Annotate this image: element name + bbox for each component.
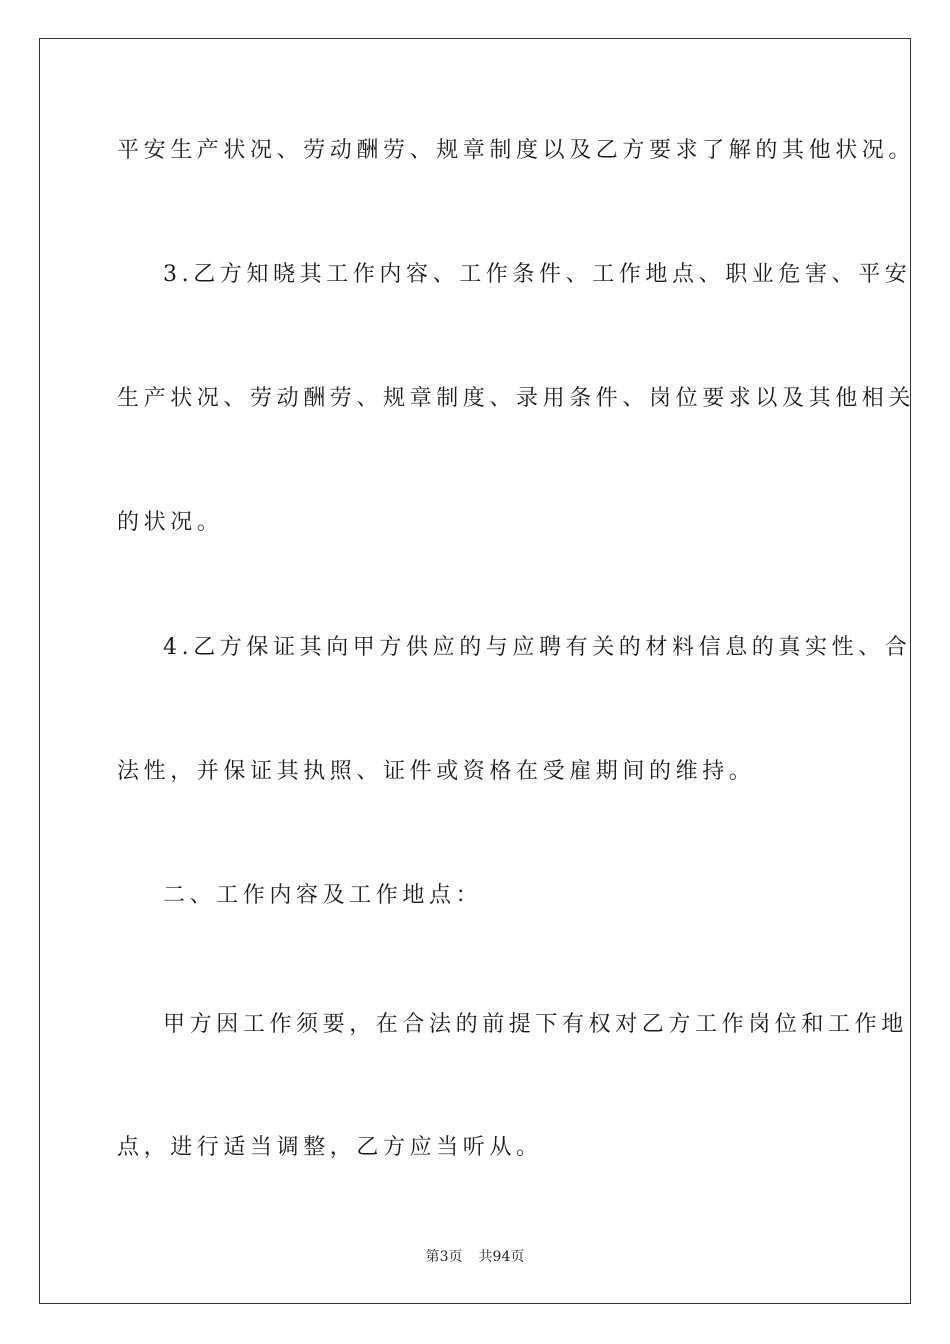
body-text-line: 点，进行适当调整，乙方应当听从。 [117, 1135, 543, 1160]
page-total: 共94页 [478, 1249, 525, 1265]
body-text-line: 法性，并保证其执照、证件或资格在受雇期间的维持。 [117, 759, 756, 784]
page-number: 第3页 [425, 1249, 463, 1265]
body-text-line: 的状况。 [117, 510, 224, 535]
body-text-line: 4.乙方保证其向甲方供应的与应聘有关的材料信息的真实性、合 [163, 635, 912, 660]
page-footer [0, 1247, 950, 1267]
body-text-line: 平安生产状况、劳动酬劳、规章制度以及乙方要求了解的其他状况。 [117, 138, 916, 163]
body-text-line: 生产状况、劳动酬劳、规章制度、录用条件、岗位要求以及其他相关 [117, 386, 916, 411]
body-text-line: 3.乙方知晓其工作内容、工作条件、工作地点、职业危害、平安 [163, 262, 912, 287]
section-heading: 二、工作内容及工作地点： [163, 883, 483, 908]
page-frame [39, 38, 916, 1304]
body-text-line: 甲方因工作须要，在合法的前提下有权对乙方工作岗位和工作地 [163, 1012, 908, 1037]
